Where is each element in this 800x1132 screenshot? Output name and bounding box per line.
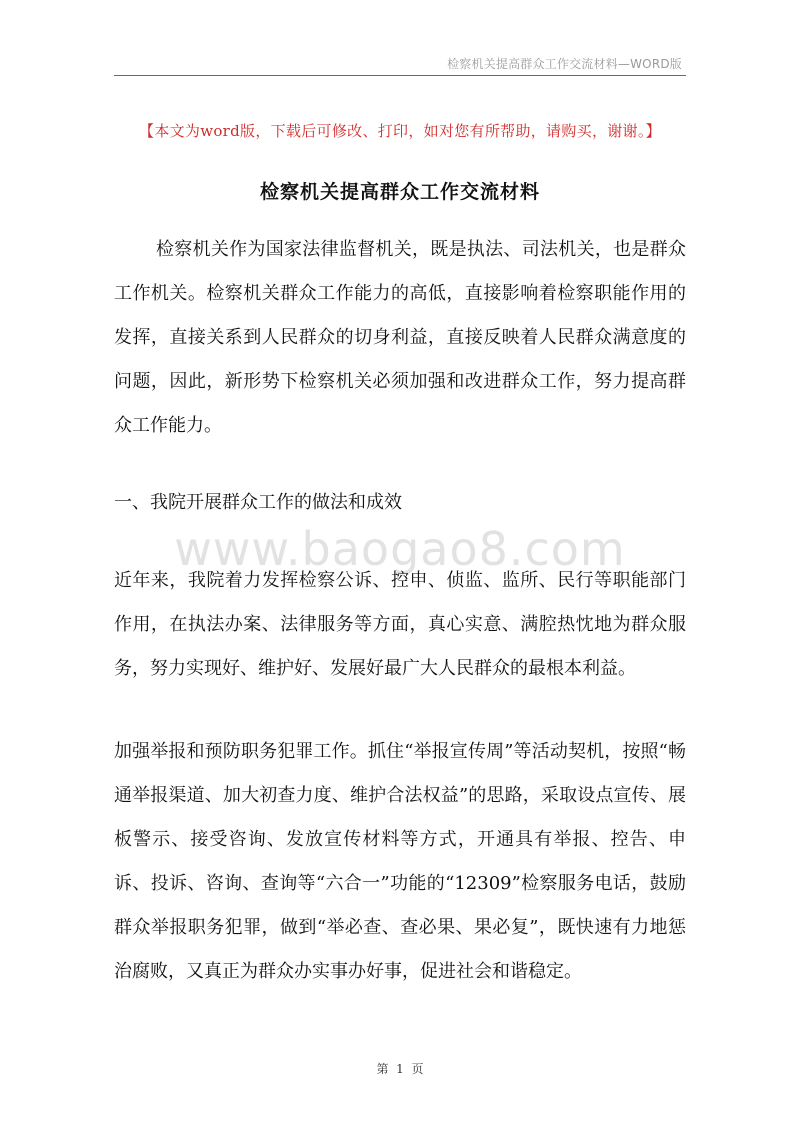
header-divider: [114, 75, 686, 76]
watermark: www.baogao8.com: [174, 522, 626, 576]
section-heading: 一、我院开展群众工作的做法和成效: [114, 492, 402, 513]
running-header: 检察机关提高群众工作交流材料—WORD版: [447, 57, 682, 71]
document-title: 检察机关提高群众工作交流材料: [259, 181, 540, 203]
purchase-notice: 【本文为word版，下载后可修改、打印，如对您有所帮助，请购买，谢谢。】: [139, 122, 661, 140]
paragraph-intro: 检察机关作为国家法律监督机关，既是执法、司法机关，也是群众工作机关。检察机关群众工作能力的高低，直接影响着检察职能作用的发挥，直接关系到人民群众的切身利益，直接反映着人民群众满意度的问题，因此，新形势下检察机关必须加强和改进群众工作，努力提高群众工作能力。: [114, 239, 686, 436]
page-number: 第 1 页: [376, 1062, 424, 1076]
paragraph-overview: 近年来，我院着力发挥检察公诉、控申、侦监、监所、民行等职能部门作用，在执法办案、法律服务等方面，真心实意、满腔热忱地为群众服务，努力实现好、维护好、发展好最广大人民群众的最根本利益。: [114, 570, 686, 679]
paragraph-reporting: 加强举报和预防职务犯罪工作。抓住“举报宣传周”等活动契机，按照“畅通举报渠道、加大初查力度、维护合法权益”的思路，采取设点宣传、展板警示、接受咨询、发放宣传材料等方式，开通具有举报、控告、申诉、投诉、咨询、查询等“六合一”功能的“12309”检察服务电话，鼓励群众举报职务犯罪，做到“举必查、查必果、果必复”，既快速有力地惩治腐败，又真正为群众办实事办好事，促进社会和谐稳定。: [114, 741, 686, 982]
